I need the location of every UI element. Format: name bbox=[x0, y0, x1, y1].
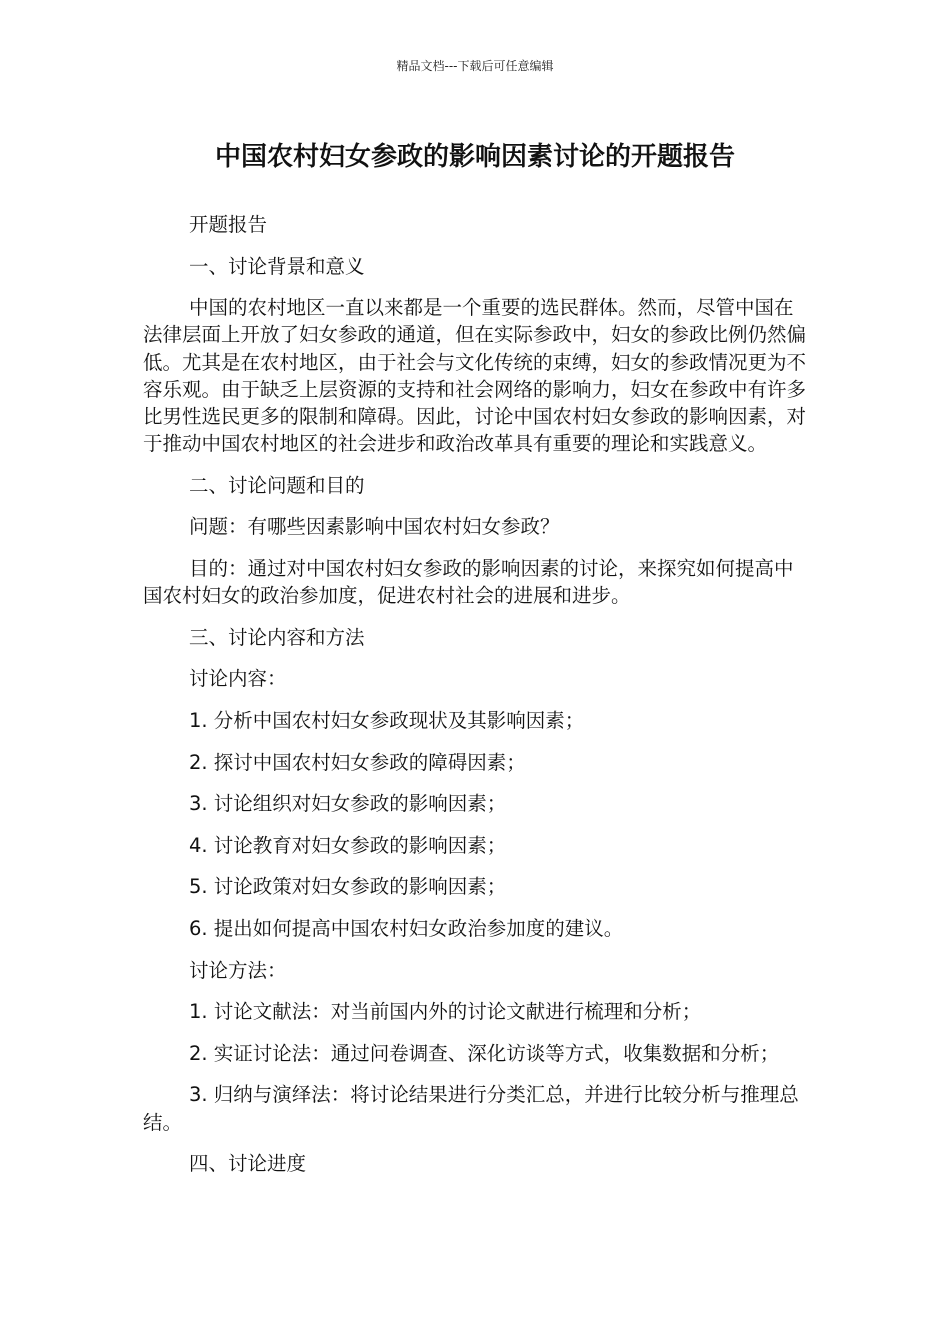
section-heading-questions: 二、讨论问题和目的 bbox=[189, 473, 365, 497]
method-item: 2. 实证讨论法：通过问卷调查、深化访谈等方式，收集数据和分析； bbox=[189, 1041, 780, 1065]
methods-label: 讨论方法： bbox=[189, 958, 287, 982]
method-item: 1. 讨论文献法：对当前国内外的讨论文献进行梳理和分析； bbox=[189, 1000, 702, 1024]
content-item: 3. 讨论组织对妇女参政的影响因素； bbox=[189, 792, 507, 816]
paragraph-purpose: 目的：通过对中国农村妇女参政的影响因素的讨论，来探究如何提高中国农村妇女的政治参加度，促进农村社会的进展和进步。 bbox=[143, 556, 794, 608]
content-item: 5. 讨论政策对妇女参政的影响因素； bbox=[189, 875, 507, 899]
section-heading-progress: 四、讨论进度 bbox=[189, 1152, 307, 1176]
content-label: 讨论内容： bbox=[189, 667, 287, 691]
paragraph-report-label: 开题报告 bbox=[189, 213, 268, 236]
section-heading-content-methods: 三、讨论内容和方法 bbox=[189, 625, 365, 649]
content-item: 2. 探讨中国农村妇女参政的障碍因素； bbox=[189, 750, 526, 774]
page-header-note: 精品文档---下载后可任意编辑 bbox=[396, 59, 554, 73]
document-body bbox=[143, 211, 808, 1192]
document-title: 中国农村妇女参政的影响因素讨论的开题报告 bbox=[214, 142, 735, 172]
content-item: 6. 提出如何提高中国农村妇女政治参加度的建议。 bbox=[189, 916, 624, 940]
paragraph-question: 问题：有哪些因素影响中国农村妇女参政？ bbox=[189, 515, 560, 539]
content-item: 4. 讨论教育对妇女参政的影响因素； bbox=[189, 833, 507, 857]
section-heading-background: 一、讨论背景和意义 bbox=[189, 254, 365, 278]
method-item: 3. 归纳与演绎法：将讨论结果进行分类汇总，并进行比较分析与推理总结。 bbox=[143, 1083, 799, 1134]
content-item: 1. 分析中国农村妇女参政现状及其影响因素； bbox=[189, 708, 585, 732]
paragraph-background: 中国的农村地区一直以来都是一个重要的选民群体。然而，尽管中国在法律层面上开放了妇女参政的通道，但在实际参政中，妇女的参政比例仍然偏低。尤其是在农村地区，由于社会与文化传统的束缚，妇女的参政情况更为不容乐观。由于缺乏上层资源的支持和社会网络的影响力，妇女在参政中有许多比男性选民更多的限制和障碍。因此，讨论中国农村妇女参政的影响因素，对于推动中国农村地区的社会进步和政治改革具有重要的理论和实践意义。 bbox=[143, 296, 807, 456]
